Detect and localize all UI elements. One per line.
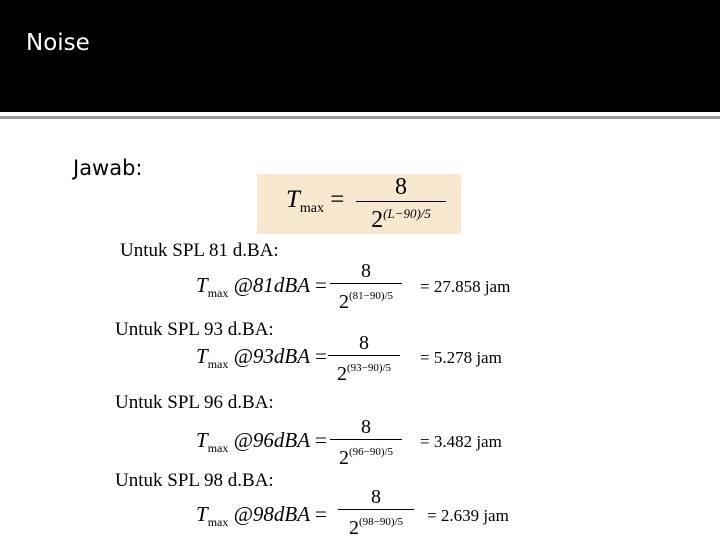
case-result-81: = 27.858 jam	[420, 277, 511, 296]
section-label: Jawab:	[73, 156, 143, 180]
case-result-93: = 5.278 jam	[420, 348, 502, 367]
slide-title: Noise	[26, 30, 90, 56]
case-formula-lhs-96: $T_{max}$ @96dBA =	[196, 428, 327, 455]
case-label-98: Untuk SPL 98 d.BA:	[115, 470, 274, 491]
general-formula-fraction: 8 $2^{(L-90)/5}$	[356, 174, 446, 231]
header-divider	[0, 116, 720, 119]
case-result-98: = 2.639 jam	[427, 506, 509, 525]
case-fraction-93: 8 $2^{(93-90)/5}$	[328, 332, 400, 385]
case-fraction-98: 8 $2^{(98-90)/5}$	[338, 486, 414, 539]
case-formula-lhs-81: $T_{max}$ @81dBA =	[196, 273, 327, 300]
case-label-81: Untuk SPL 81 d.BA:	[120, 240, 279, 261]
case-fraction-81: 8 $2^{(81-90)/5}$	[330, 260, 402, 313]
case-formula-lhs-93: $T_{max}$ @93dBA =	[196, 344, 327, 371]
case-fraction-96: 8 $2^{(96-90)/5}$	[330, 416, 402, 469]
case-label-96: Untuk SPL 96 d.BA:	[115, 392, 274, 413]
general-formula-lhs: $T_{max}$ =	[286, 186, 345, 216]
case-result-96: = 3.482 jam	[420, 432, 502, 451]
slide-header	[0, 0, 720, 112]
case-label-93: Untuk SPL 93 d.BA:	[115, 319, 274, 340]
case-formula-lhs-98: $T_{max}$ @98dBA =	[196, 502, 327, 529]
